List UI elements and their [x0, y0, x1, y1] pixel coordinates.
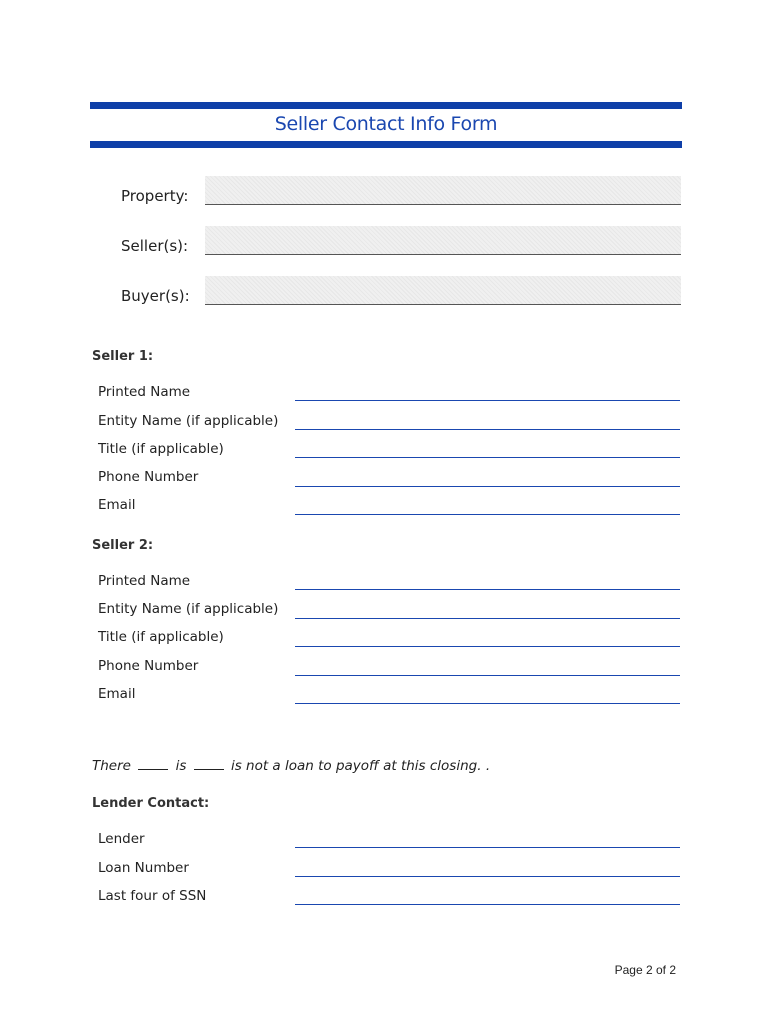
seller2-email-field[interactable]: [295, 703, 680, 704]
sellers-label: Seller(s):: [121, 237, 189, 255]
seller1-printed-name-label: Printed Name: [98, 384, 191, 400]
loan-is-blank[interactable]: [138, 757, 168, 770]
seller1-phone-field[interactable]: [295, 486, 680, 487]
loan-statement-there: There: [92, 758, 131, 774]
seller1-printed-name-field[interactable]: [295, 400, 680, 401]
seller1-phone-label: Phone Number: [98, 469, 199, 485]
seller2-phone-field[interactable]: [295, 675, 680, 676]
seller2-printed-name-label: Printed Name: [98, 573, 191, 589]
seller2-email-label: Email: [98, 686, 136, 702]
buyers-field[interactable]: [205, 276, 681, 305]
seller1-entity-name-field[interactable]: [295, 429, 680, 430]
loan-statement: [92, 757, 490, 774]
loan-number-label: Loan Number: [98, 860, 189, 876]
form-title: Seller Contact Info Form: [274, 113, 498, 135]
loan-statement-rest: is not a loan to payoff at this closing.: [230, 758, 482, 774]
header-bar-bottom: [90, 141, 682, 148]
seller2-printed-name-field[interactable]: [295, 589, 680, 590]
buyers-label: Buyer(s):: [121, 287, 190, 305]
property-label: Property:: [121, 187, 189, 205]
page-number: Page 2 of 2: [614, 963, 676, 977]
seller1-email-label: Email: [98, 497, 136, 513]
seller2-phone-label: Phone Number: [98, 658, 199, 674]
property-field[interactable]: [205, 176, 681, 205]
loan-statement-is: is: [175, 758, 187, 774]
seller2-entity-name-field[interactable]: [295, 618, 680, 619]
seller2-title-label: Title (if applicable): [98, 629, 224, 645]
loan-statement-period: .: [485, 758, 491, 774]
seller2-title-field[interactable]: [295, 646, 680, 647]
lender-name-field[interactable]: [295, 847, 680, 848]
loan-is-not-blank[interactable]: [194, 757, 224, 770]
ssn-last-four-label: Last four of SSN: [98, 888, 207, 904]
header-bar-top: [90, 102, 682, 109]
seller2-entity-name-label: Entity Name (if applicable): [98, 601, 279, 617]
ssn-last-four-field[interactable]: [295, 904, 680, 905]
lender-heading: Lender Contact:: [92, 796, 210, 811]
loan-number-field[interactable]: [295, 876, 680, 877]
seller2-heading: Seller 2:: [92, 538, 154, 553]
seller1-title-field[interactable]: [295, 457, 680, 458]
lender-name-label: Lender: [98, 831, 145, 847]
seller1-heading: Seller 1:: [92, 349, 154, 364]
seller1-entity-name-label: Entity Name (if applicable): [98, 413, 279, 429]
seller1-title-label: Title (if applicable): [98, 441, 224, 457]
sellers-field[interactable]: [205, 226, 681, 255]
seller1-email-field[interactable]: [295, 514, 680, 515]
